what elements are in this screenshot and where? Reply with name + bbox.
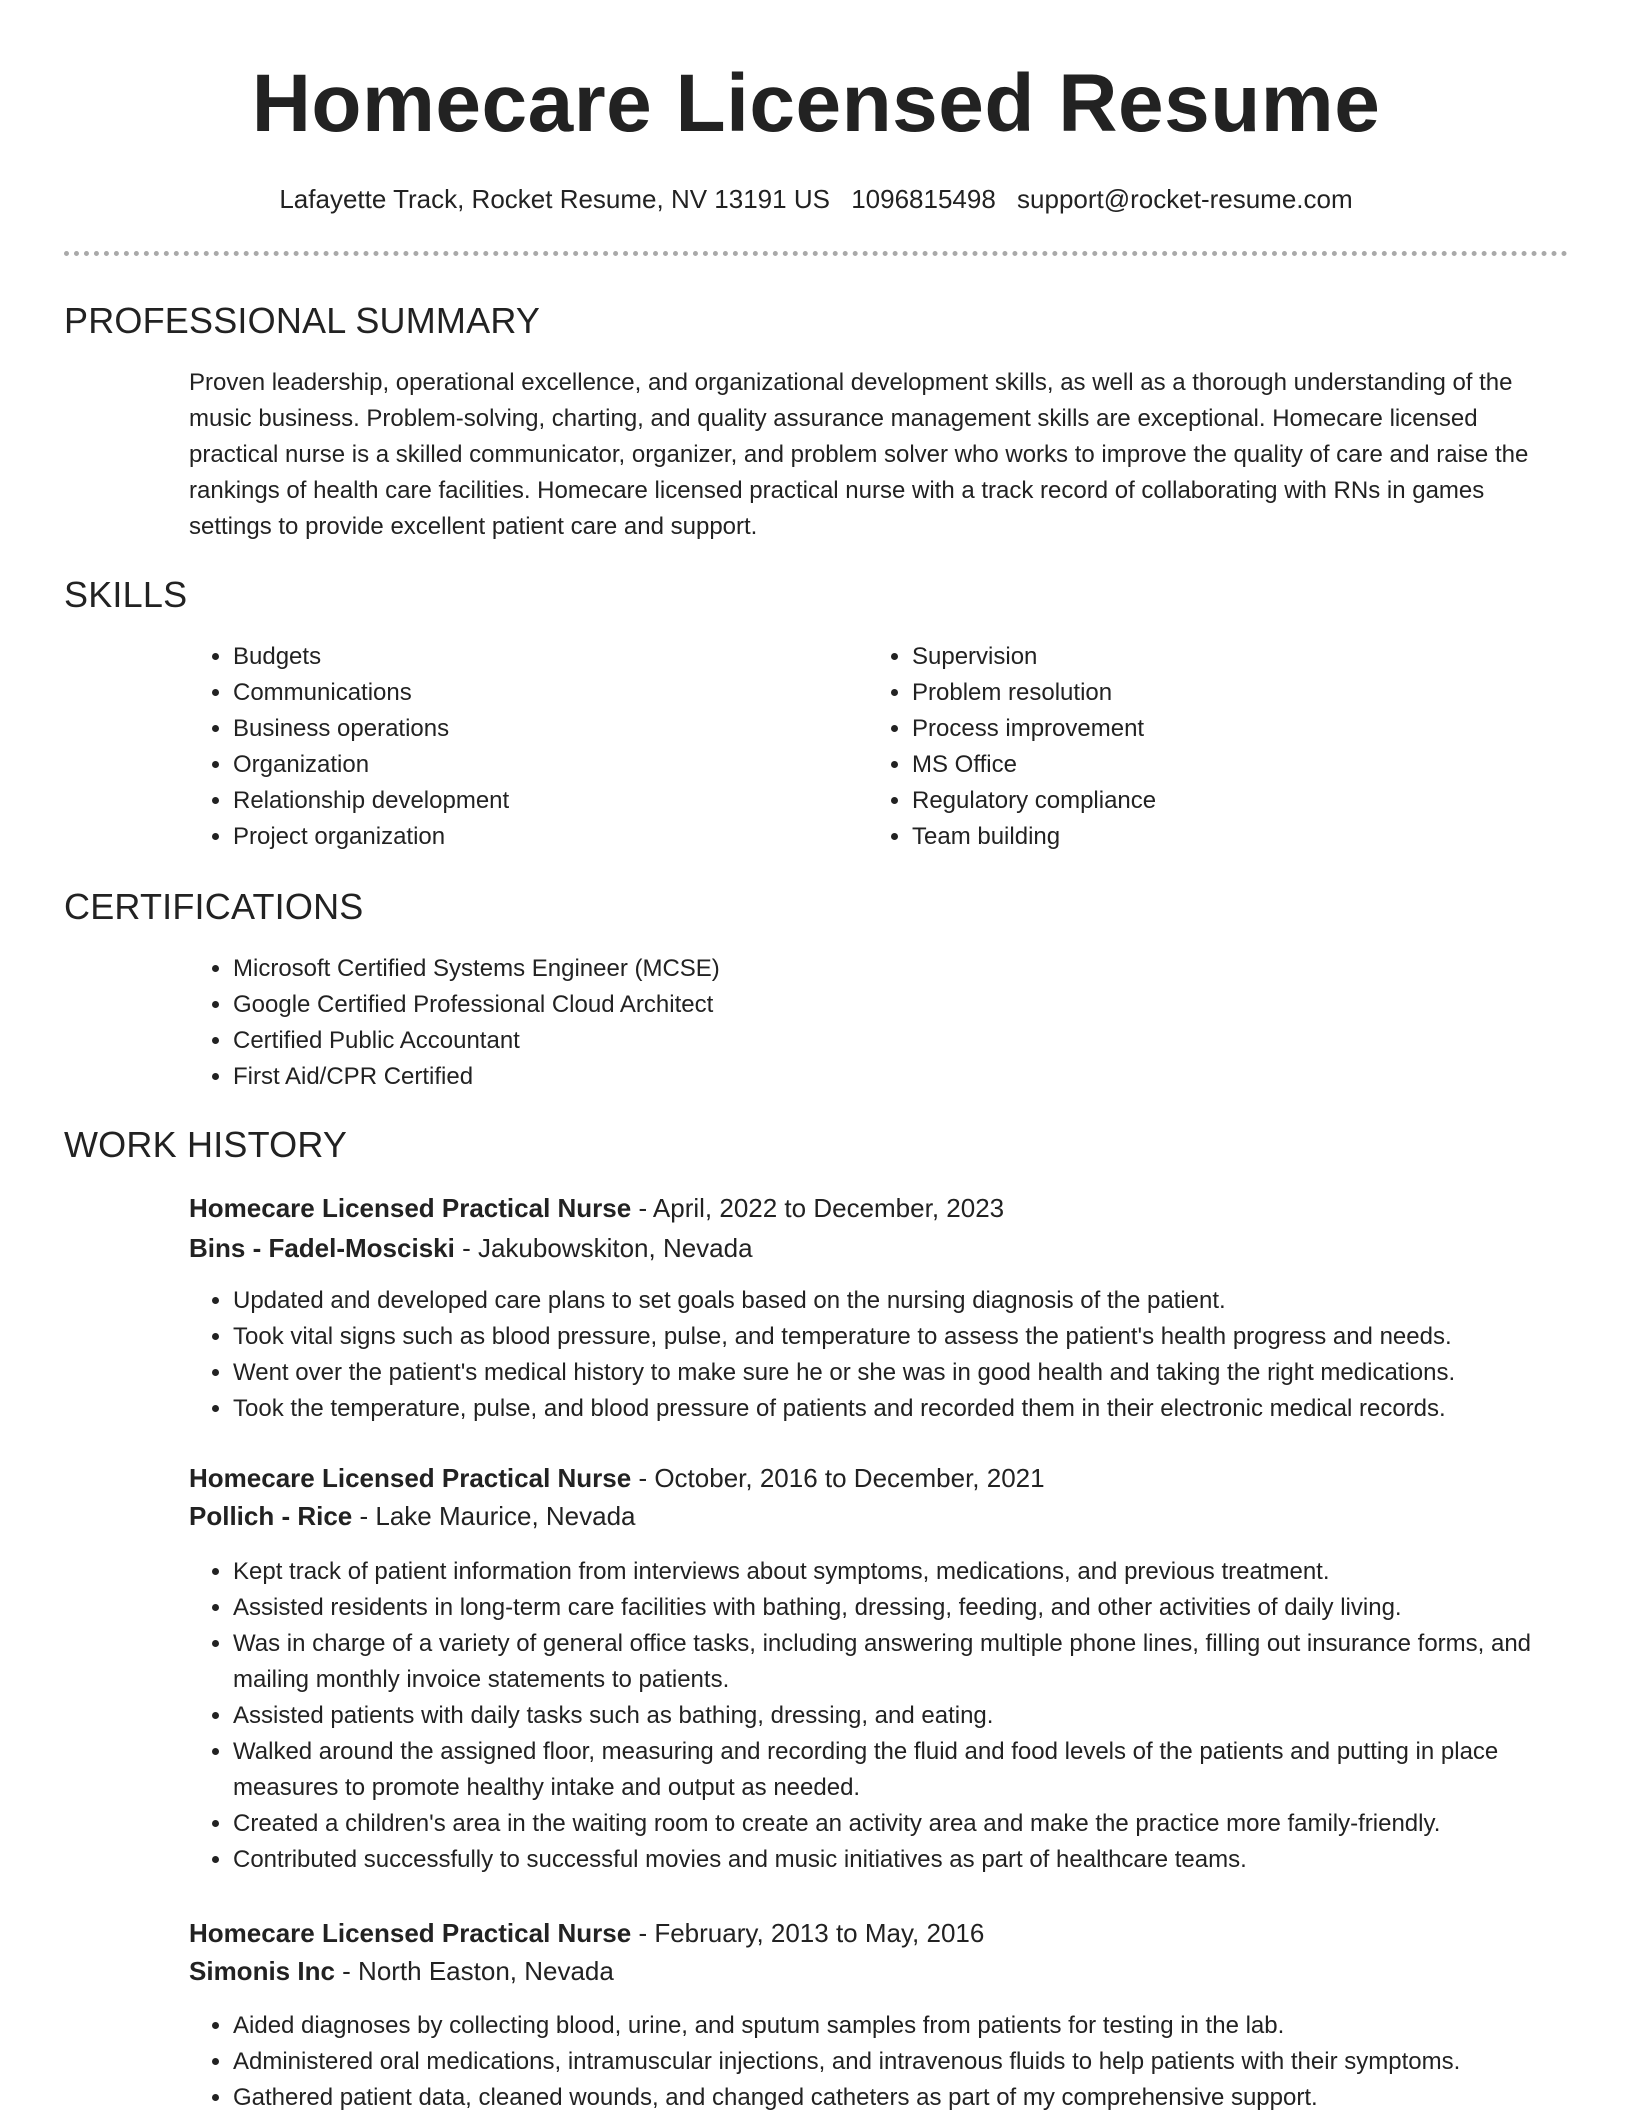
skill-item: • Budgets	[233, 639, 809, 675]
skill-item: • MS Office	[912, 747, 1488, 783]
contact-phone[interactable]: 1096815498	[851, 184, 996, 214]
job-bullet: • Created a children's area in the waiting room to create an activity area and make the practice more family-friendly.	[233, 1806, 1579, 1842]
certifications-list	[189, 951, 1579, 1095]
job-bullet: • Updated and developed care plans to set goals based on the nursing diagnosis of the patient.	[233, 1283, 1579, 1319]
job-company: Pollich - Rice	[189, 1501, 353, 1531]
skill-item: • Project organization	[233, 819, 809, 855]
job-dates: - April, 2022 to December, 2023	[638, 1193, 1005, 1223]
job-2-bullets	[189, 1554, 1579, 1878]
job-location: - Lake Maurice, Nevada	[359, 1501, 636, 1531]
job-bullet: • Assisted residents in long-term care facilities with bathing, dressing, feeding, and other activities of daily living.	[233, 1590, 1579, 1626]
certification-item: • First Aid/CPR Certified	[233, 1059, 1579, 1095]
job-bullet: • Contributed successfully to successful movies and music initiatives as part of healthcare teams.	[233, 1842, 1579, 1878]
certification-item: • Microsoft Certified Systems Engineer (MCSE)	[233, 951, 1579, 987]
skill-item: • Supervision	[912, 639, 1488, 675]
job-role: Homecare Licensed Practical Nurse	[189, 1193, 632, 1223]
job-3-company-line	[189, 1952, 614, 1990]
job-bullet: • Assisted patients with daily tasks such as bathing, dressing, and eating.	[233, 1698, 1579, 1734]
job-role: Homecare Licensed Practical Nurse	[189, 1918, 632, 1948]
certification-item: • Certified Public Accountant	[233, 1023, 1579, 1059]
job-bullet: • Administered oral medications, intramuscular injections, and intravenous fluids to help patients with their symptoms.	[233, 2044, 1579, 2080]
section-title-work-history: WORK HISTORY	[64, 1124, 348, 1165]
section-title-skills: SKILLS	[64, 574, 188, 615]
job-dates: - February, 2013 to May, 2016	[638, 1918, 985, 1948]
skill-item: • Team building	[912, 819, 1488, 855]
job-role: Homecare Licensed Practical Nurse	[189, 1463, 632, 1493]
resume-name: Homecare Licensed Resume	[251, 58, 1381, 149]
certification-item: • Google Certified Professional Cloud Architect	[233, 987, 1579, 1023]
job-1-bullets	[189, 1283, 1579, 1427]
skills-left-column	[189, 639, 809, 855]
job-3-bullets	[189, 2008, 1579, 2116]
header-divider	[64, 251, 1568, 256]
job-2-title-line	[189, 1459, 1045, 1497]
job-bullet: • Took vital signs such as blood pressure, pulse, and temperature to assess the patient's health progress and needs.	[233, 1319, 1579, 1355]
job-3-title-line	[189, 1914, 984, 1952]
skill-item: • Regulatory compliance	[912, 783, 1488, 819]
job-location: - North Easton, Nevada	[342, 1956, 614, 1986]
job-location: - Jakubowskiton, Nevada	[462, 1233, 753, 1263]
job-bullet: • Took the temperature, pulse, and blood pressure of patients and recorded them in their electronic medical records.	[233, 1391, 1579, 1427]
job-bullet: • Was in charge of a variety of general office tasks, including answering multiple phone lines, filling out insurance forms, and mailing monthly invoice statements to patients.	[233, 1626, 1579, 1698]
contact-line	[0, 182, 1632, 216]
job-bullet: • Kept track of patient information from interviews about symptoms, medications, and previous treatment.	[233, 1554, 1579, 1590]
job-2-company-line	[189, 1497, 636, 1535]
section-title-certifications: CERTIFICATIONS	[64, 886, 364, 927]
skill-item: • Communications	[233, 675, 809, 711]
skill-item: • Process improvement	[912, 711, 1488, 747]
job-company: Bins - Fadel-Mosciski	[189, 1233, 455, 1263]
section-title-summary: PROFESSIONAL SUMMARY	[64, 300, 541, 341]
contact-address: Lafayette Track, Rocket Resume, NV 13191 US	[279, 184, 830, 214]
job-bullet: • Aided diagnoses by collecting blood, urine, and sputum samples from patients for testing in the lab.	[233, 2008, 1579, 2044]
skill-item: • Relationship development	[233, 783, 809, 819]
contact-email[interactable]: support@rocket-resume.com	[1017, 184, 1353, 214]
skill-item: • Business operations	[233, 711, 809, 747]
job-bullet: • Went over the patient's medical history to make sure he or she was in good health and taking the right medications.	[233, 1355, 1579, 1391]
job-1-company-line	[189, 1229, 753, 1267]
skill-item: • Organization	[233, 747, 809, 783]
job-company: Simonis Inc	[189, 1956, 335, 1986]
summary-text: Proven leadership, operational excellence, and organizational development skills, as well as a thorough understanding of the music business. Problem-solving, charting, and quality assurance management skills are exceptional. Homecare licensed practical nurse is a skilled communicator, organizer, and problem solver who works to improve the quality of care and raise the rankings of health care facilities. Homecare licensed practical nurse with a track record of collaborating with RNs in games settings to provide excellent patient care and support.	[189, 369, 1529, 540]
skill-item: • Problem resolution	[912, 675, 1488, 711]
job-bullet: • Walked around the assigned floor, measuring and recording the fluid and food levels of the patients and putting in place measures to promote healthy intake and output as needed.	[233, 1734, 1579, 1806]
job-dates: - October, 2016 to December, 2021	[638, 1463, 1045, 1493]
job-1-title-line	[189, 1189, 1004, 1227]
skills-right-column	[868, 639, 1488, 855]
job-bullet: • Gathered patient data, cleaned wounds, and changed catheters as part of my comprehensive support.	[233, 2080, 1579, 2116]
